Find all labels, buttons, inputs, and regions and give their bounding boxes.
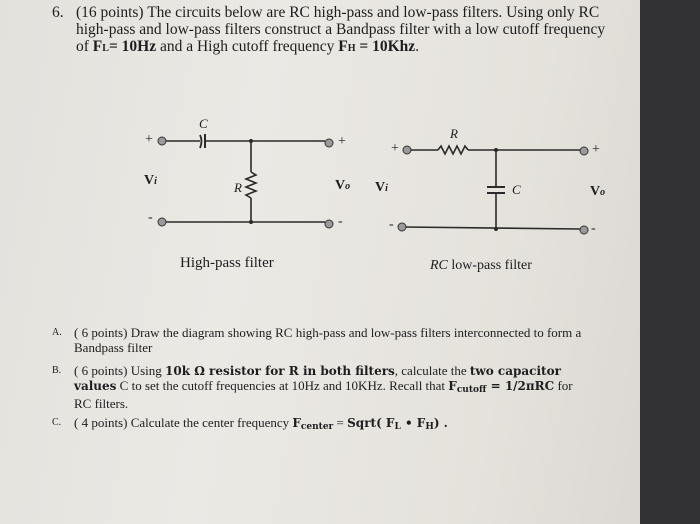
part-b-text: ( 6 points) Using 10k Ω resistor for R in both filters, calculate the two capacitor values C to set the cutoff frequencies at 10Hz and 10KHz. Recall that $F_{cutoff} = 1/2\pi RC$ for RC filters. [74, 363, 573, 411]
lp-plus-out: + [592, 142, 600, 157]
lp-minus-in: - [389, 217, 394, 232]
lp-input-minus-terminal [398, 223, 406, 231]
question-text-2: and a High cutoff frequency [156, 38, 339, 55]
part-a-text: ( 6 points) Draw the diagram showing RC high-pass and low-pass filters interconnected to form a Bandpass filter [74, 325, 582, 355]
part-c-letter: C. [52, 417, 62, 428]
part-a-letter: A. [52, 327, 62, 338]
hp-plus-in: + [145, 132, 153, 147]
hp-minus-out: - [338, 214, 343, 229]
lp-vin-label: Vi [375, 180, 388, 195]
part-c-text: ( 4 points) Calculate the center frequency $F_{center}$ = Sqrt( $F_L$ • $F_H$) . [74, 415, 448, 432]
lp-plus-in: + [391, 141, 399, 156]
question-number: 6. [52, 4, 64, 21]
lp-output-minus-terminal [580, 226, 588, 234]
fh-spec: FH = 10Khz [338, 38, 416, 55]
hp-vout-label: Vo [335, 178, 351, 193]
lp-capacitor-label: C [512, 182, 521, 197]
lp-resistor-label: R [450, 126, 458, 141]
question-points: (16 points) [76, 4, 144, 21]
part-b-letter: B. [52, 365, 62, 376]
hp-capacitor-label: C [199, 116, 208, 131]
hp-vin-label: Vi [144, 173, 157, 188]
hp-resistor-label: R [234, 180, 242, 195]
lp-output-plus-terminal [580, 147, 588, 155]
question-text: (16 points) The circuits below are RC high-pass and low-pass filters. Using only RC high-pass and low-pass filters construct a Bandpass filter with a low cutoff frequency of FL= 10Hz and a High cutoff frequency FH = 10Khz. [76, 4, 606, 55]
fl-spec: FL= 10Hz [92, 38, 157, 55]
hp-plus-out: + [338, 134, 346, 149]
question-text-1: The circuits below are RC high-pass and low-pass filters. Using only RC high-pass and low-pass filters construct a Bandpass filter with a low cutoff frequency of [76, 4, 606, 55]
lp-caption: RC low-pass filter [430, 258, 532, 273]
lp-input-plus-terminal [403, 146, 411, 154]
hp-caption: High-pass filter [180, 255, 274, 271]
lp-vout-label: Vo [590, 184, 606, 199]
hp-minus-in: - [148, 210, 153, 225]
lp-minus-out: - [591, 221, 596, 236]
